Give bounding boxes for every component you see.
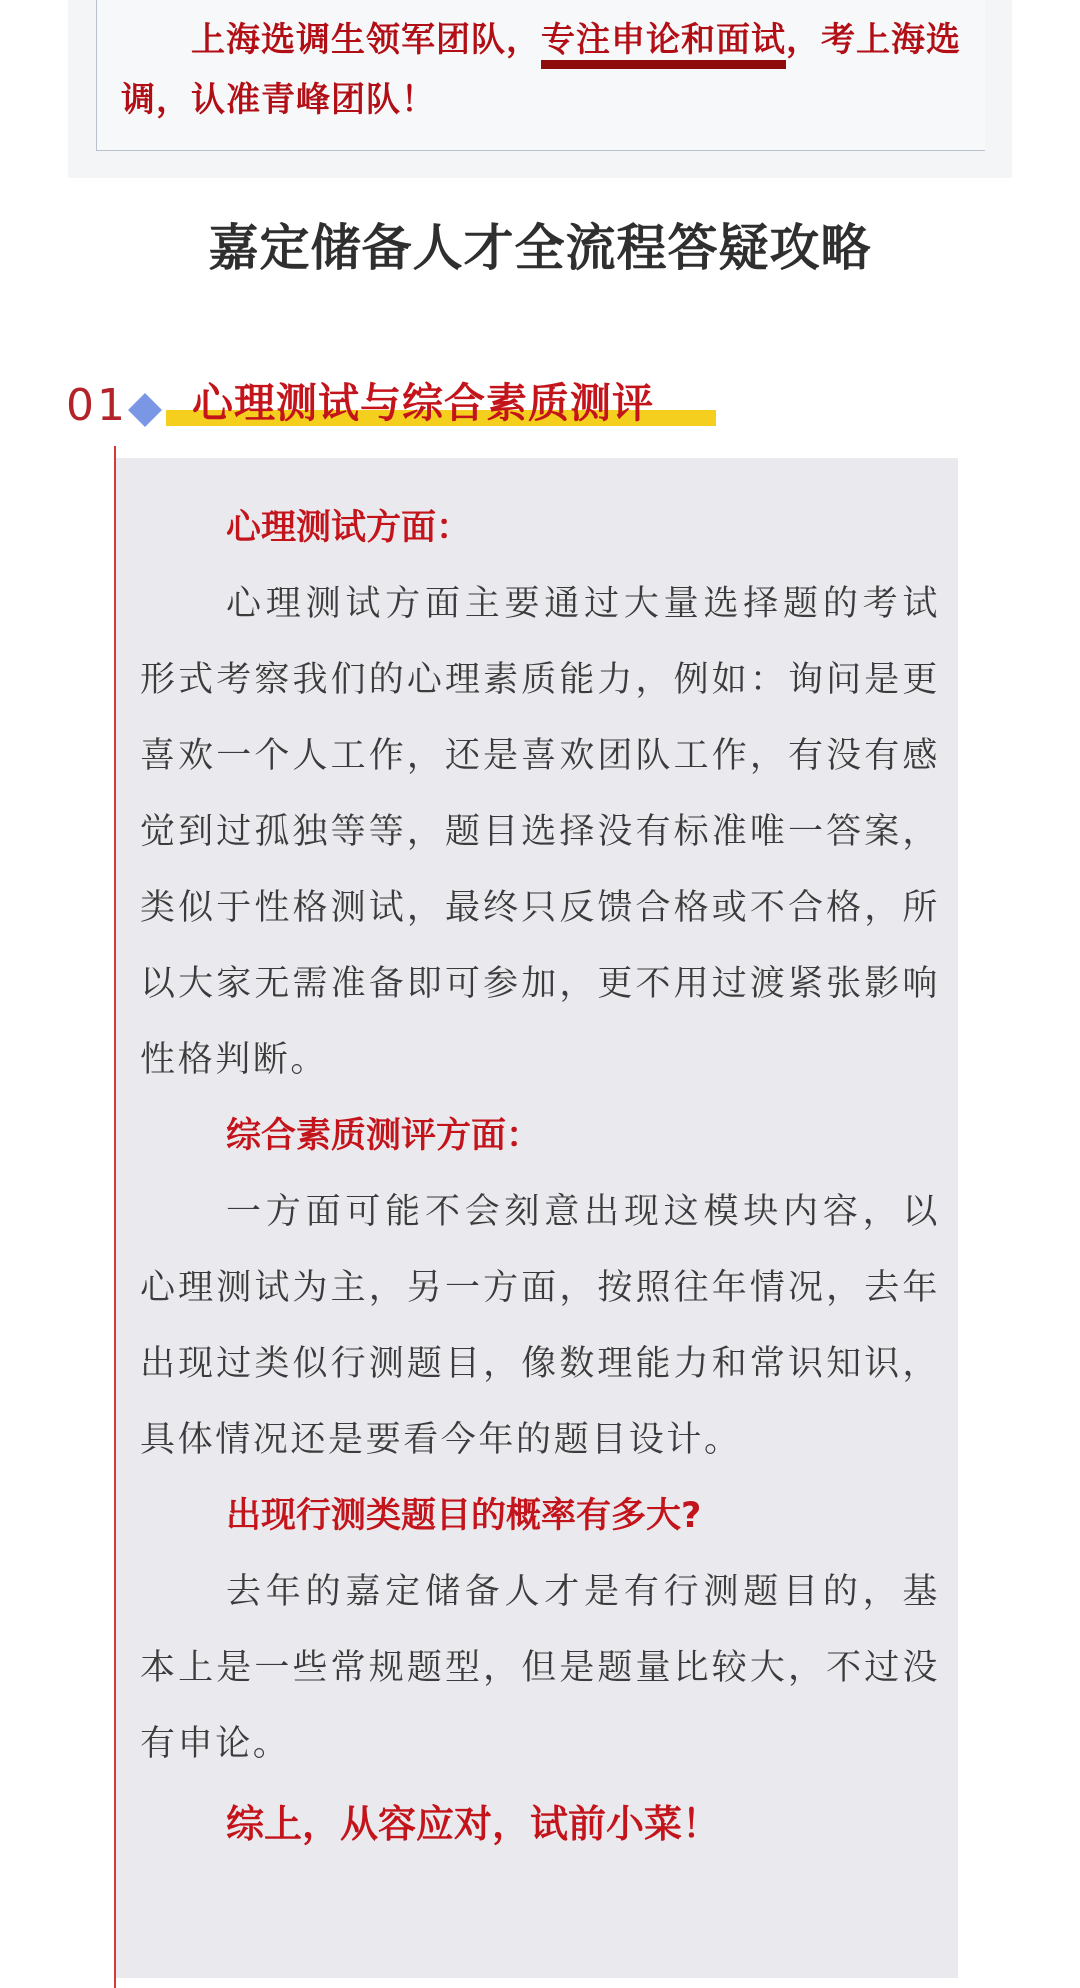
content-body [140, 490, 940, 1862]
intro-emphasis: 专注申论和面试 [541, 20, 786, 69]
paragraph-probability: 去年的嘉定储备人才是有行测题目的，基本上是一些常规题型，但是题量比较大，不过没有申论。 [140, 1572, 940, 1764]
section-title: 心理测试与综合素质测评 [192, 379, 654, 427]
content-panel [116, 458, 958, 1978]
paragraph-quality-eval: 一方面可能不会刻意出现这模块内容，以心理测试为主，另一方面，按照往年情况，去年出现过类似行测题目，像数理能力和常识知识，具体情况还是要看今年的题目设计。 [140, 1192, 940, 1460]
subheading-quality-eval: 综合素质测评方面： [226, 1116, 542, 1156]
intro-card [68, 0, 1012, 178]
subheading-psych-test: 心理测试方面： [226, 508, 472, 548]
page-title: 嘉定储备人才全流程答疑攻略 [208, 219, 872, 277]
intro-part2: ，考上海选调，认准青峰团队！ [121, 20, 961, 120]
intro-part1: 上海选调生领军团队， [191, 20, 541, 60]
intro-quote-box [96, 0, 985, 151]
subheading-probability: 出现行测类题目的概率有多大? [226, 1496, 702, 1536]
paragraph-psych-test: 心理测试方面主要通过大量选择题的考试形式考察我们的心理素质能力，例如：询问是更喜欢一个人工作，还是喜欢团队工作，有没有感觉到过孤独等等，题目选择没有标准唯一答案，类似于性格测试，最终只反馈合格或不合格，所以大家无需准备即可参加，更不用过渡紧张影响性格判断。 [140, 584, 940, 1080]
intro-text [121, 10, 971, 130]
section-number: 01 [66, 380, 128, 431]
conclusion: 综上，从容应对，试前小菜！ [226, 1802, 721, 1846]
diamond-icon [128, 393, 162, 427]
